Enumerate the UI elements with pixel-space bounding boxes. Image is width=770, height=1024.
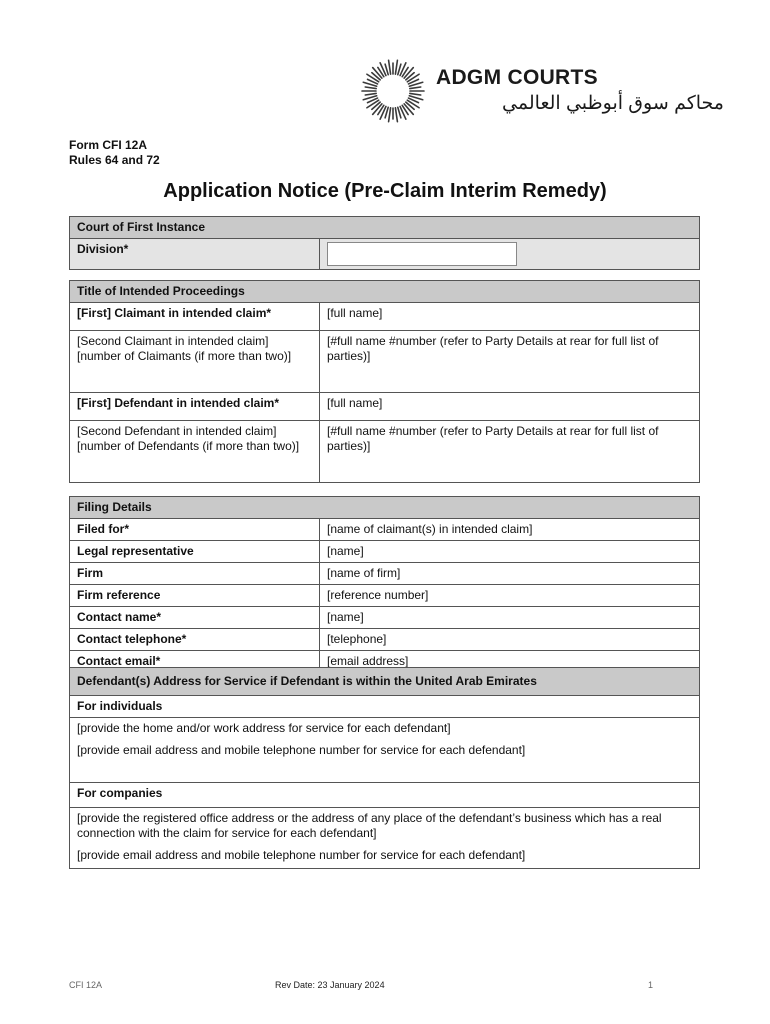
companies-contact: [provide email address and mobile telephone number for service for each defendant] — [77, 848, 526, 862]
legal-rep-label: Legal representative — [70, 541, 320, 563]
companies-cell[interactable] — [70, 808, 700, 869]
firm-label: Firm — [70, 563, 320, 585]
firm-value[interactable]: [name of firm] — [320, 563, 700, 585]
division-label: Division* — [70, 239, 320, 270]
footer-rev-date: Rev Date: 23 January 2024 — [275, 980, 385, 990]
form-rules: Rules 64 and 72 — [69, 153, 160, 167]
page-title: Application Notice (Pre-Claim Interim Remedy) — [163, 180, 607, 202]
first-claimant-value[interactable]: [full name] — [320, 303, 700, 331]
first-defendant-label: [First] Defendant in intended claim* — [70, 393, 320, 421]
service-table — [69, 667, 700, 869]
second-claimant-value[interactable]: [#full name #number (refer to Party Details at rear for full list of parties)] — [320, 331, 700, 393]
filing-header: Filing Details — [70, 497, 700, 519]
proceedings-header: Title of Intended Proceedings — [70, 281, 700, 303]
contact-telephone-label: Contact telephone* — [70, 629, 320, 651]
footer-form-code: CFI 12A — [69, 980, 103, 990]
contact-name-value[interactable]: [name] — [320, 607, 700, 629]
filed-for-label: Filed for* — [70, 519, 320, 541]
logo-name-en: ADGM COURTS — [436, 66, 598, 89]
adgm-sunburst-icon — [360, 58, 426, 124]
filing-table — [69, 496, 700, 673]
second-claimant-label: [Second Claimant in intended claim] [number of Claimants (if more than two)] — [70, 331, 320, 393]
form-number: Form CFI 12A — [69, 138, 148, 152]
filed-for-value[interactable]: [name of claimant(s) in intended claim] — [320, 519, 700, 541]
companies-label: For companies — [70, 783, 700, 808]
contact-email-label: Contact email* — [70, 651, 320, 673]
first-defendant-value[interactable]: [full name] — [320, 393, 700, 421]
form-meta — [69, 138, 160, 168]
contact-telephone-value[interactable]: [telephone] — [320, 629, 700, 651]
individuals-address: [provide the home and/or work address for service for each defendant] — [77, 721, 451, 735]
contact-email-value[interactable]: [email address] — [320, 651, 700, 673]
service-header: Defendant(s) Address for Service if Defendant is within the United Arab Emirates — [70, 668, 700, 696]
court-table — [69, 216, 700, 270]
second-defendant-value[interactable]: [#full name #number (refer to Party Details at rear for full list of parties)] — [320, 421, 700, 483]
individuals-label: For individuals — [70, 696, 700, 718]
first-claimant-label: [First] Claimant in intended claim* — [70, 303, 320, 331]
firm-reference-value[interactable]: [reference number] — [320, 585, 700, 607]
firm-reference-label: Firm reference — [70, 585, 320, 607]
proceedings-table — [69, 280, 700, 483]
division-cell — [320, 239, 700, 270]
individuals-contact: [provide email address and mobile telephone number for service for each defendant] — [77, 743, 526, 757]
footer-page-number: 1 — [648, 980, 654, 990]
companies-address: [provide the registered office address or the address of any place of the defendant’s business which has a real connection with the claim for service for each defendant] — [77, 811, 662, 840]
logo-name-ar: محاكم سوق أبوظبي العالمي — [502, 93, 724, 114]
division-input[interactable] — [327, 242, 517, 266]
contact-name-label: Contact name* — [70, 607, 320, 629]
court-header: Court of First Instance — [70, 217, 700, 239]
legal-rep-value[interactable]: [name] — [320, 541, 700, 563]
individuals-cell[interactable] — [70, 718, 700, 783]
adgm-courts-logo — [360, 58, 730, 124]
second-defendant-label: [Second Defendant in intended claim] [number of Defendants (if more than two)] — [70, 421, 320, 483]
